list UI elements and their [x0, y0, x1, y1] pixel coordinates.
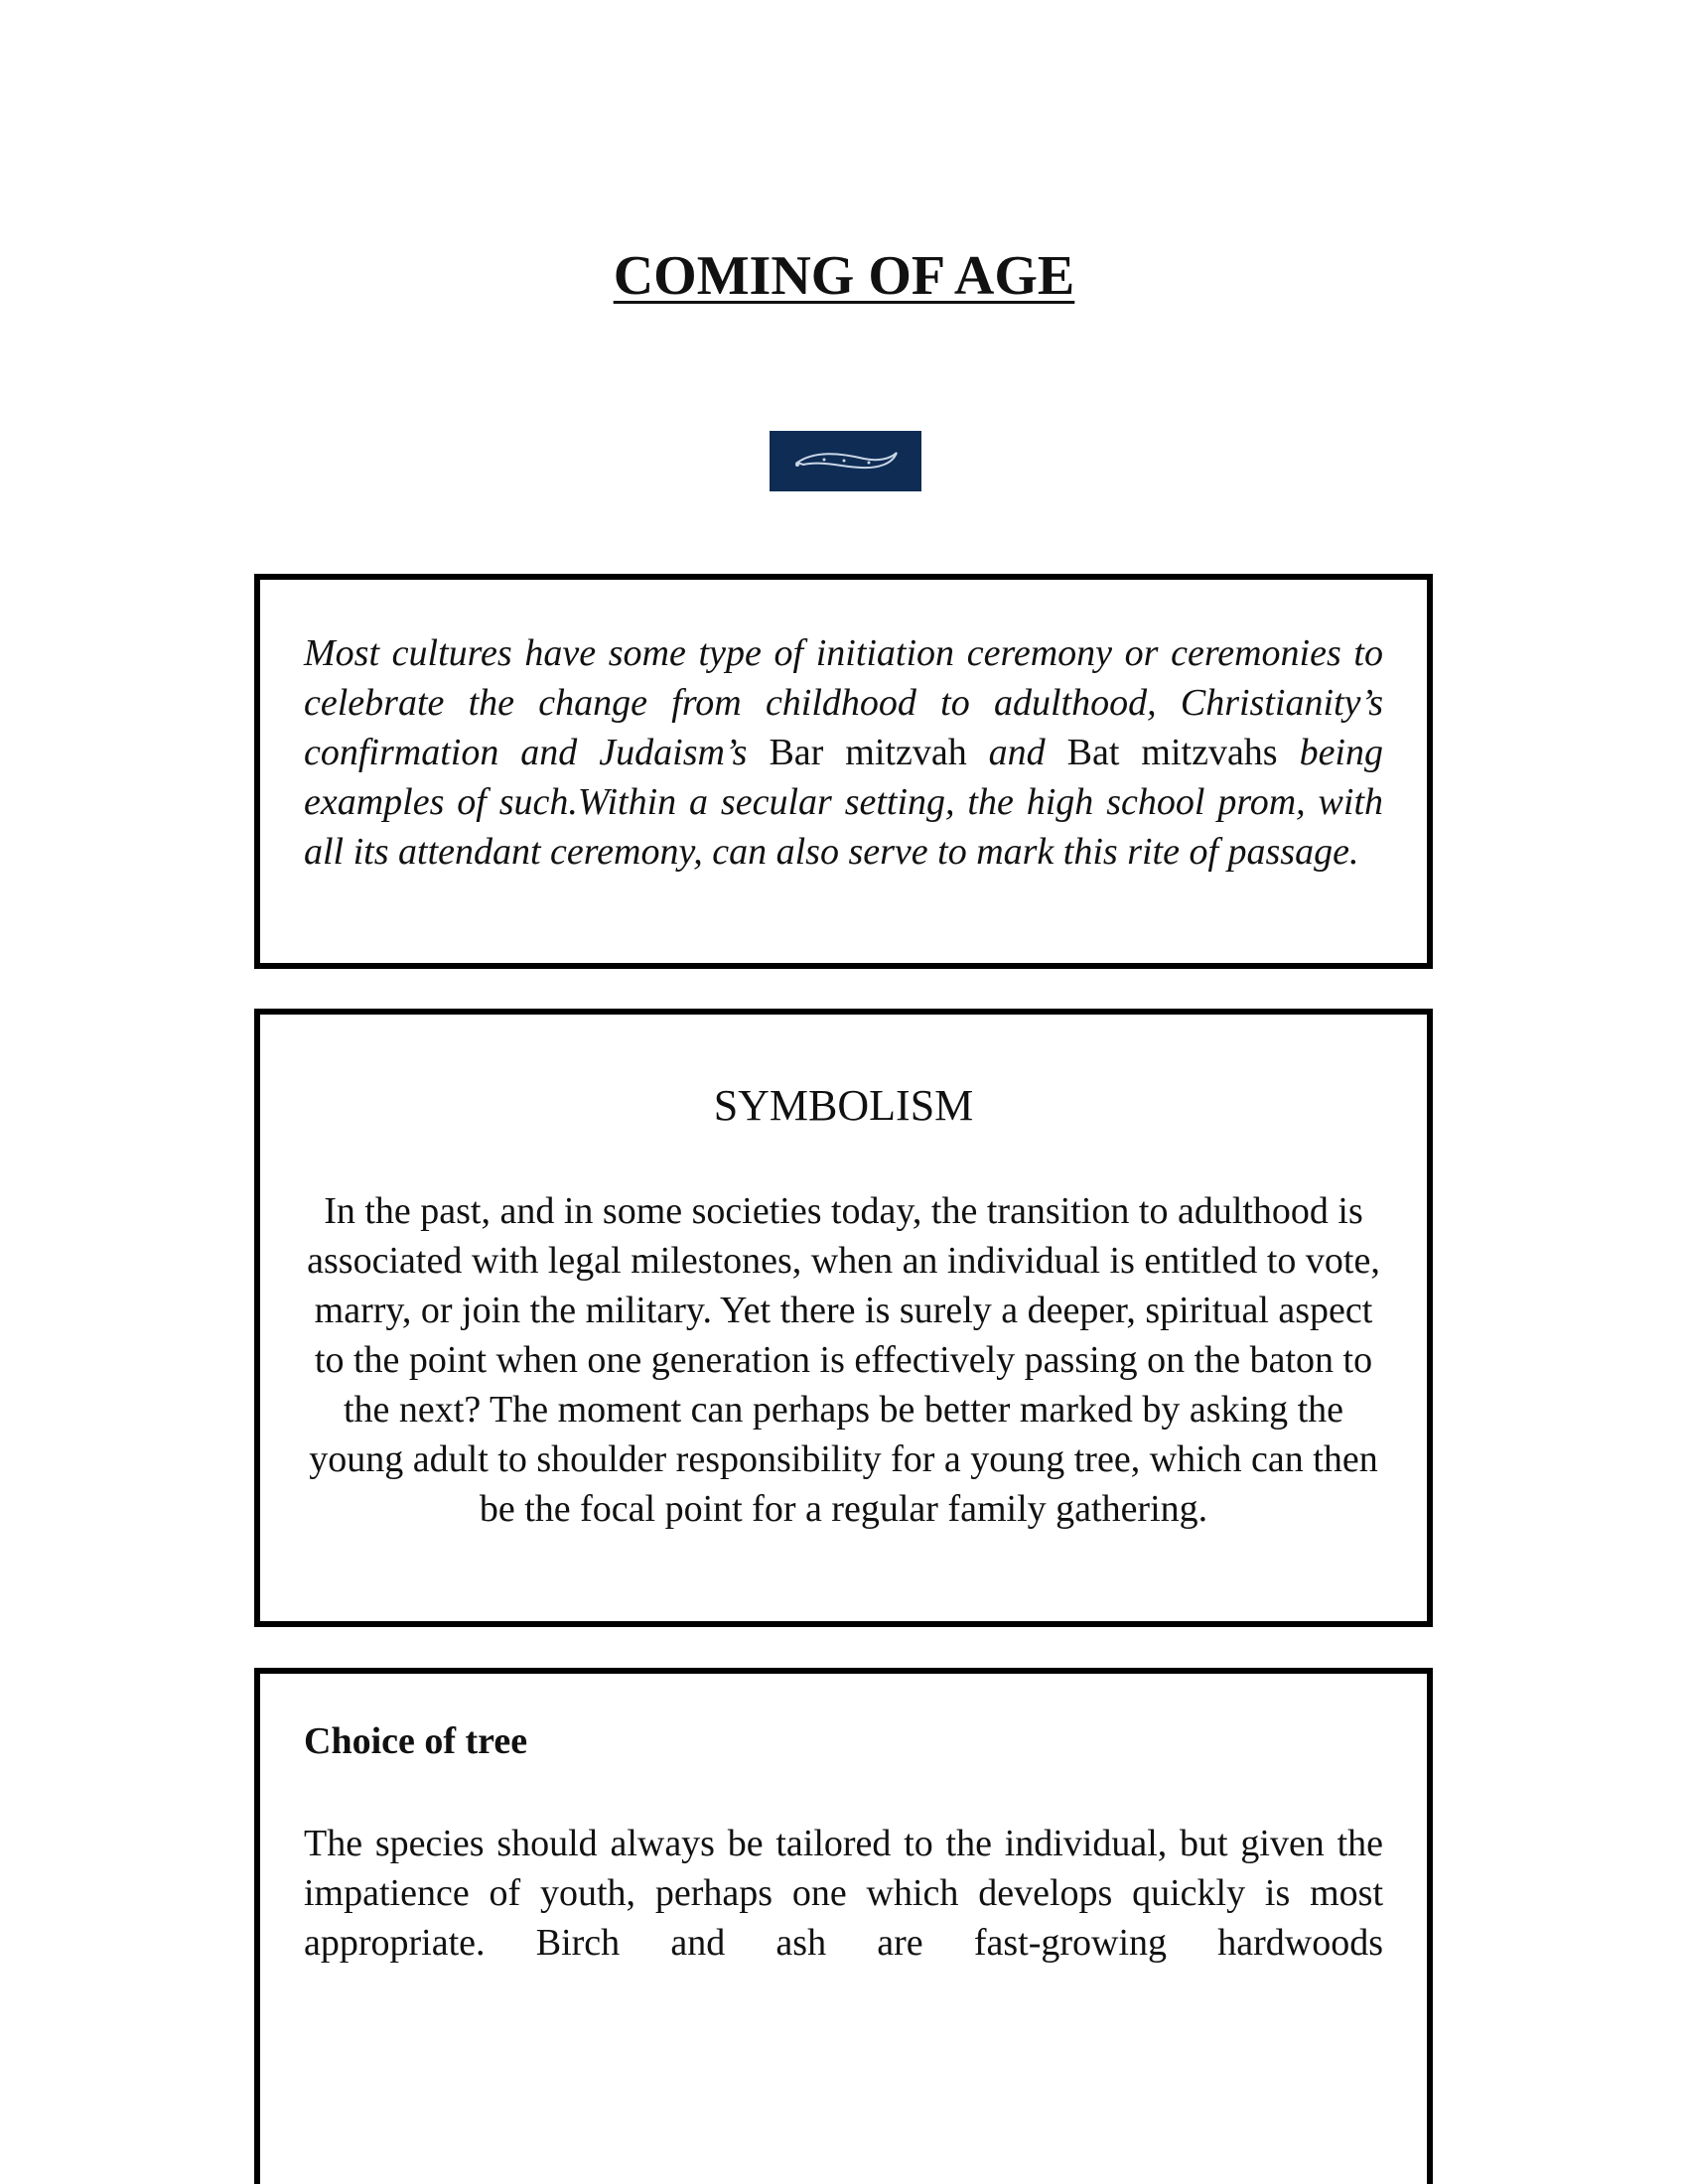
page-title: COMING OF AGE — [613, 245, 1075, 307]
intro-box — [254, 574, 1433, 969]
feather-flourish-icon — [770, 431, 921, 491]
symbolism-heading: SYMBOLISM — [713, 1081, 974, 1130]
symbolism-box — [254, 1009, 1433, 1627]
choice-of-tree-box — [254, 1668, 1433, 2184]
intro-text-3: being examples of such.Within a secular setting, the high school prom, with all its attendant ceremony, can also serve to mark this rite of passage. — [304, 732, 1383, 873]
intro-term-bat-mitzvahs: Bat mitzvahs — [1066, 732, 1278, 773]
symbolism-paragraph: In the past, and in some societies today, the transition to adulthood is associated with legal milestones, when an individual is entitled to vote, marry, or join the military. Yet there is surely a deeper, spiritual aspect to the point when one generation is effectively passing on the baton to the next? The moment can perhaps be better marked by asking the young adult to shoulder responsibility for a young tree, which can then be the focal point for a regular family gathering. — [307, 1190, 1380, 1530]
intro-paragraph — [304, 628, 1383, 877]
intro-term-bar-mitzvah: Bar mitzvah — [769, 732, 967, 773]
intro-text-1: Most cultures have some type of initiation ceremony or ceremonies to celebrate the change from childhood to adulthood, Christianity’s confirmation and Judaism’s — [304, 632, 1383, 773]
intro-text-2: and — [966, 732, 1067, 773]
choice-of-tree-heading: Choice of tree — [304, 1720, 528, 1762]
choice-of-tree-paragraph: The species should always be tailored to the individual, but given the impatience of youth, perhaps one which develops quickly is most appropriate. Birch and ash are fast-growing hardwoods — [304, 1823, 1383, 1964]
